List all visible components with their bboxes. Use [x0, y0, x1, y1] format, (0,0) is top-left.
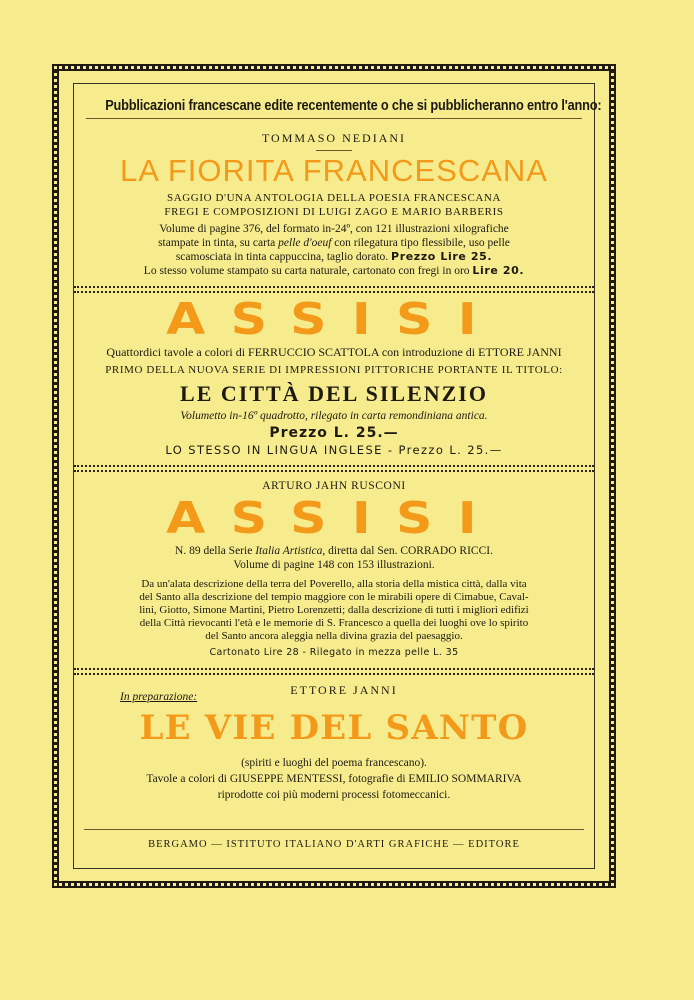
- book-vie-del-santo: [74, 683, 594, 802]
- desc-text: con rilegatura tipo flessibile, uso pelle: [331, 237, 510, 249]
- para-line: della Città rievocanti l'età e le memorie di S. Francesco a quella dei luoghi ove lo spirito: [139, 617, 529, 629]
- desc-italic: pelle d'oeuf: [278, 237, 332, 249]
- desc-line-4: [74, 264, 594, 278]
- volume-line: Volume di pagine 148 con 153 illustrazioni.: [233, 559, 435, 571]
- subtitle-fregi: FREGI E COMPOSIZIONI DI LUIGI ZAGO E MARIO BARBERIS: [164, 206, 504, 218]
- desc-text: scamosciata in tinta cappuccina, taglio dorato.: [175, 251, 389, 263]
- price-rusconi: Cartonato Lire 28 - Rilegato in mezza pelle L. 35: [209, 647, 459, 658]
- price-assisi: Prezzo L. 25.—: [269, 425, 399, 441]
- book-assisi-rusconi: [74, 480, 594, 658]
- assisi-credits: Quattordici tavole a colori di FERRUCCIO SCATTOLA con introduzione di ETTORE JANNI: [106, 345, 562, 359]
- english-edition: LO STESSO IN LINGUA INGLESE - Prezzo L. 25.—: [165, 443, 503, 457]
- series-line: [74, 544, 594, 558]
- assisi-format: Volumetto in-16º quadrotto, rilegato in carta remondiniana antica.: [180, 410, 488, 422]
- para-line: lini, Giotto, Simone Martini, Pietro Lorenzetti; dalla descrizione di tutti i migliori edifizi: [139, 604, 529, 616]
- para-line: del Santo alla descrizione del tempio maggiore con le mirabili opere di Cimabue, Caval-: [139, 591, 529, 603]
- desc-line-2: [74, 236, 594, 250]
- description-paragraph: [74, 578, 594, 643]
- desc-line-3: [74, 250, 594, 264]
- publisher-footer: BERGAMO — ISTITUTO ITALIANO D'ARTI GRAFICHE — EDITORE: [148, 839, 520, 850]
- book-assisi-scattola: [74, 294, 594, 457]
- title-vie-del-santo: LE VIE DEL SANTO: [139, 708, 529, 748]
- series-italic: Italia Artistica: [255, 545, 323, 557]
- series-text: , diretta dal Sen. CORRADO RICCI.: [322, 545, 493, 557]
- series-intro: PRIMO DELLA NUOVA SERIE DI IMPRESSIONI PITTORICHE PORTANTE IL TITOLO:: [105, 364, 563, 376]
- desc-line-1: Volume di pagine 376, del formato in-24º, con 121 illustrazioni xilografiche: [159, 223, 509, 235]
- desc-text: stampate in tinta, su carta: [158, 237, 279, 249]
- series-text: N. 89 della Serie: [175, 545, 256, 557]
- author-rusconi: ARTURO JAHN RUSCONI: [262, 480, 406, 492]
- para-line: del Santo ancora aleggia nella divina grazia del paesaggio.: [205, 630, 463, 642]
- title-assisi-2: ASSISI: [166, 493, 502, 544]
- author-rule: [316, 150, 352, 151]
- heading-rule: [86, 118, 582, 119]
- dotted-divider: [74, 668, 594, 675]
- book-fiorita: [74, 131, 594, 278]
- author-nediani: TOMMASO NEDIANI: [261, 131, 407, 145]
- title-fiorita: LA FIORITA FRANCESCANA: [120, 153, 548, 188]
- footer-rule: [84, 829, 584, 830]
- page-content: [73, 83, 602, 869]
- title-assisi-1: ASSISI: [166, 294, 502, 345]
- decorative-border: [52, 64, 616, 888]
- author-janni: ETTORE JANNI: [290, 683, 398, 697]
- page-heading: Pubblicazioni francescane edite recentemente o che si pubblicheranno entro l'anno:: [105, 98, 602, 114]
- in-preparazione-label: In preparazione:: [120, 691, 198, 703]
- dotted-divider: [74, 286, 594, 293]
- series-title: LE CITTÀ DEL SILENZIO: [180, 381, 488, 406]
- dotted-divider: [74, 465, 594, 472]
- subtitle-antologia: SAGGIO D'UNA ANTOLOGIA DELLA POESIA FRANCESCANA: [166, 192, 502, 204]
- para-line: Da un'alata descrizione della terra del Poverello, alla storia della mistica città, dalla vita: [141, 578, 527, 590]
- price-fiorita-cartonato: Lire 20.: [472, 264, 525, 277]
- vie-subtitle: (spiriti e luoghi del poema francescano).: [241, 757, 427, 769]
- vie-credits: Tavole a colori di GIUSEPPE MENTESSI, fotografie di EMILIO SOMMARIVA: [146, 773, 522, 785]
- price-fiorita: Prezzo Lire 25.: [391, 250, 493, 263]
- desc-text: Lo stesso volume stampato su carta naturale, cartonato con fregi in oro: [143, 265, 470, 277]
- vie-process: riprodotte coi più moderni processi fotomeccanici.: [217, 789, 451, 801]
